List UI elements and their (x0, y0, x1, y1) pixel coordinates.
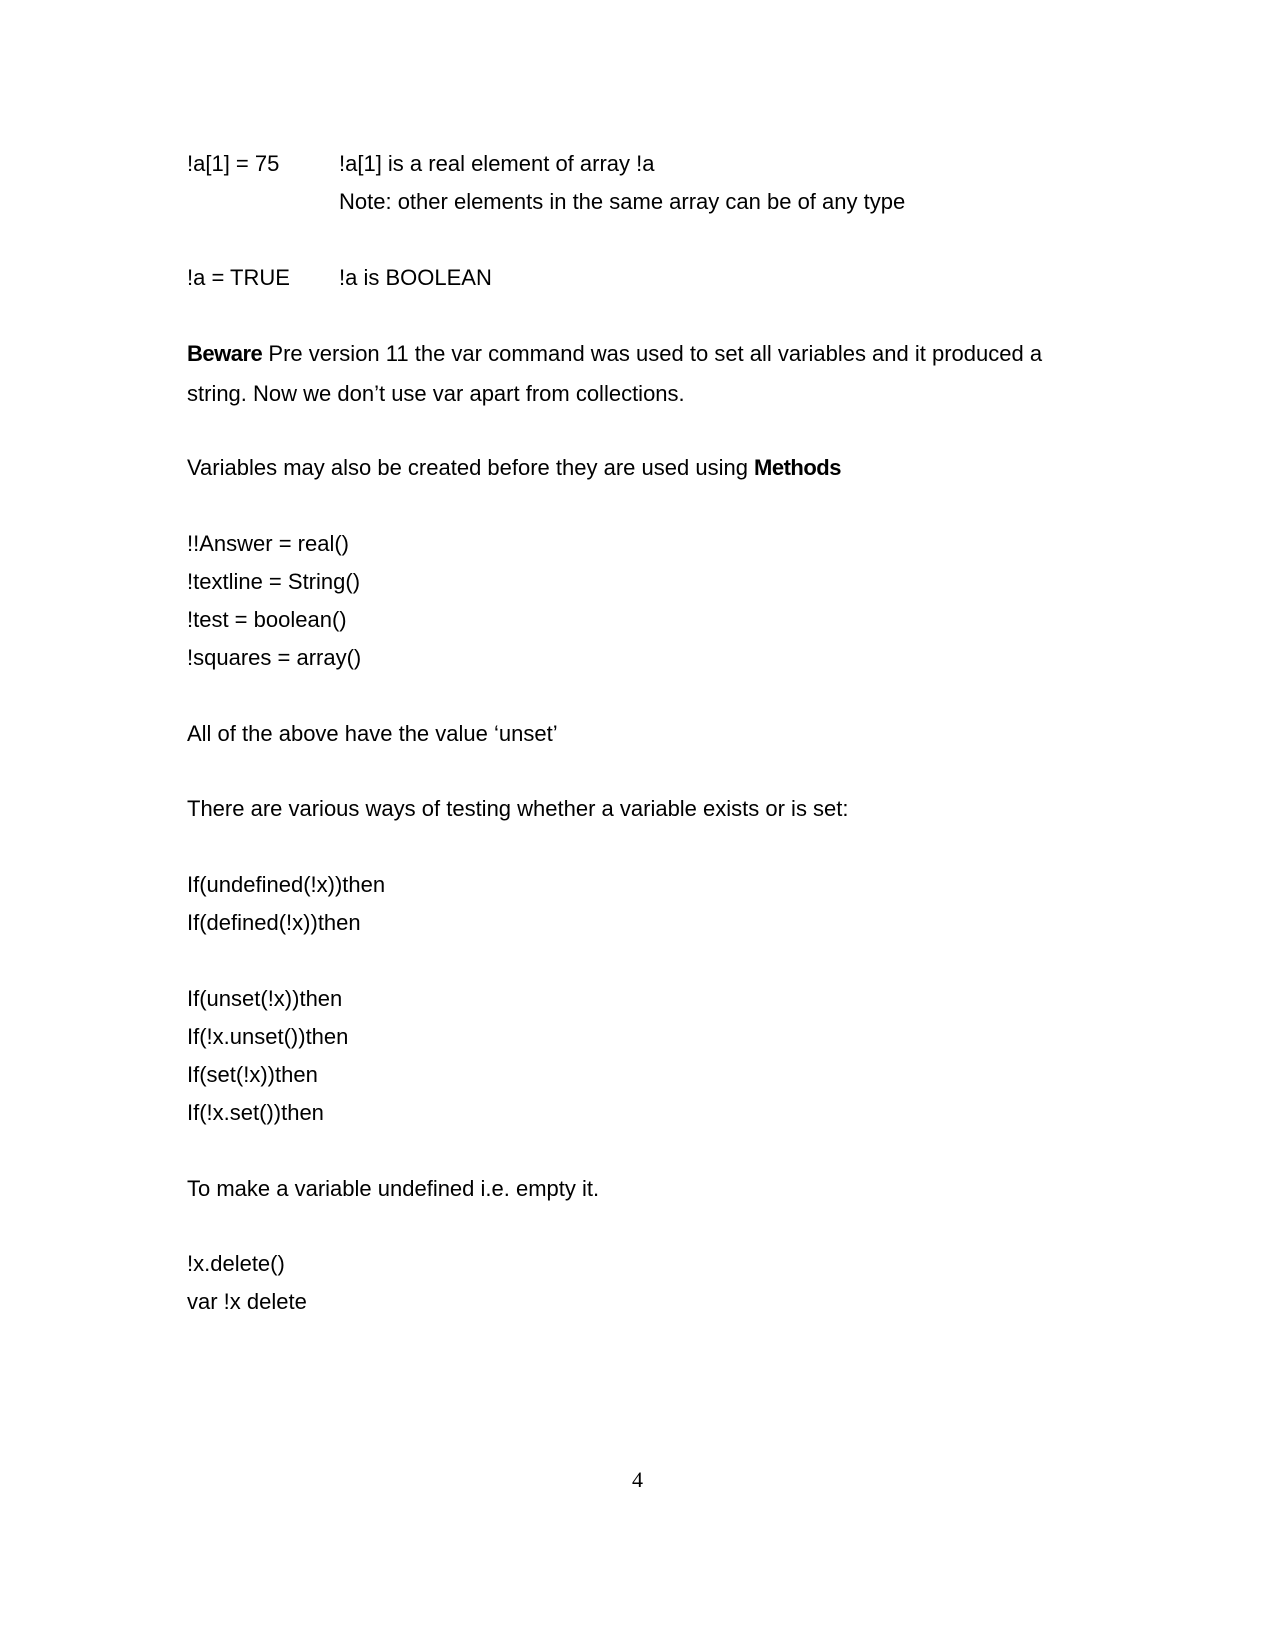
method-example-line: !!Answer = real() (187, 531, 349, 556)
boolean-example-description: !a is BOOLEAN (339, 265, 492, 290)
delete-example-line: var !x delete (187, 1289, 307, 1314)
set-test-line: If(unset(!x))then (187, 986, 343, 1011)
beware-paragraph (187, 334, 1087, 414)
beware-label: Beware (187, 341, 263, 366)
methods-intro-paragraph (187, 454, 841, 482)
array-example-note: Note: other elements in the same array can be of any type (339, 189, 906, 214)
page-number: 4 (632, 1467, 643, 1492)
methods-keyword: Methods (754, 455, 841, 480)
methods-intro-text: Variables may also be created before they are used using (187, 455, 755, 480)
array-example-description: !a[1] is a real element of array !a (339, 151, 655, 176)
delete-intro: To make a variable undefined i.e. empty it. (187, 1176, 600, 1201)
unset-note: All of the above have the value ‘unset’ (187, 721, 558, 746)
testing-intro: There are various ways of testing whether a variable exists or is set: (187, 796, 849, 821)
set-test-line: If(set(!x))then (187, 1062, 318, 1087)
method-example-line: !squares = array() (187, 645, 362, 670)
array-example-code: !a[1] = 75 (187, 151, 280, 176)
method-example-line: !test = boolean() (187, 607, 347, 632)
defined-test-line: If(defined(!x))then (187, 910, 361, 935)
delete-example-line: !x.delete() (187, 1251, 285, 1276)
set-test-line: If(!x.unset())then (187, 1024, 349, 1049)
set-test-line: If(!x.set())then (187, 1100, 324, 1125)
defined-test-line: If(undefined(!x))then (187, 872, 386, 897)
beware-text: Pre version 11 the var command was used to set all variables and it produced a string. Now we don’t use var apart from collections. (187, 341, 1043, 406)
boolean-example-code: !a = TRUE (187, 265, 290, 290)
method-example-line: !textline = String() (187, 569, 361, 594)
